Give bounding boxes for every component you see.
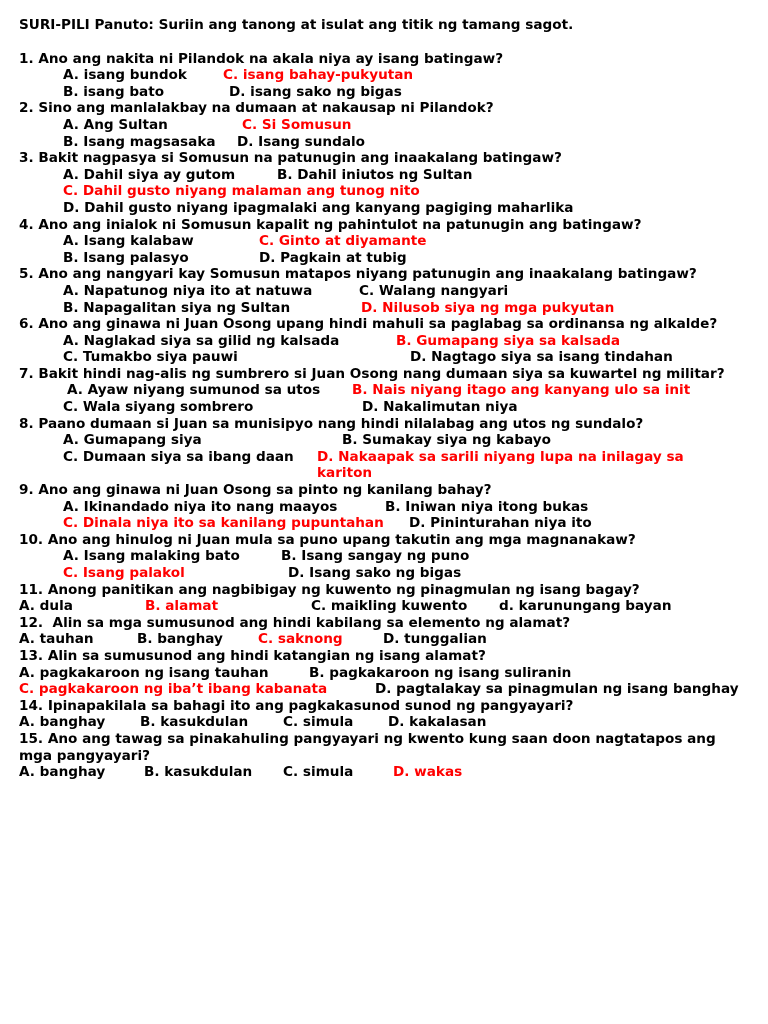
- q3-option-a: A. Dahil siya ay gutom: [63, 166, 236, 183]
- question-14: 14. Ipinapakilala sa bahagi ito ang pagkakasunod sunod ng pangyayari?: [19, 697, 574, 714]
- q6-option-b-answer: B. Gumapang siya sa kalsada: [396, 332, 621, 349]
- q1-option-d: D. isang sako ng bigas: [229, 83, 402, 100]
- q15-options-row: [19, 764, 768, 781]
- q3-options-row-1: [19, 167, 768, 184]
- q2-options-row-2: [19, 134, 768, 151]
- q1-option-a: A. isang bundok: [63, 67, 187, 84]
- q10-option-a: A. Isang malaking bato: [63, 548, 240, 565]
- q14-option-d: D. kakalasan: [388, 714, 487, 731]
- q1-option-b: B. isang bato: [63, 83, 165, 100]
- q1-option-c-answer: C. isang bahay-pukyutan: [223, 67, 414, 84]
- q5-option-d-answer: D. Nilusob siya ng mga pukyutan: [361, 299, 615, 316]
- q8-option-d-answer: D. Nakaapak sa sarili niyang lupa na inilagay sa kariton: [317, 448, 684, 482]
- q13-option-a: A. pagkakaroon ng isang tauhan: [19, 664, 269, 681]
- question-10: 10. Ano ang hinulog ni Juan mula sa puno upang takutin ang mga magnanakaw?: [19, 531, 636, 548]
- q9-option-a: A. Ikinandado niya ito nang maayos: [63, 498, 338, 515]
- q6-option-d: D. Nagtago siya sa isang tindahan: [410, 349, 673, 366]
- q4-option-a: A. Isang kalabaw: [63, 233, 194, 250]
- q14-option-b: B. kasukdulan: [140, 714, 249, 731]
- q4-options-row-2: [19, 250, 768, 267]
- q9-option-b: B. Iniwan niya itong bukas: [385, 498, 589, 515]
- question-15: 15. Ano ang tawag sa pinakahuling pangyayari ng kwento kung saan doon nagtatapos ang mga pangyayari?: [19, 730, 716, 764]
- q5-options-row-1: [19, 283, 768, 300]
- q11-option-d: d. karunungang bayan: [499, 598, 672, 615]
- q3-options-row-2: [19, 183, 768, 200]
- q10-option-c-answer: C. Isang palakol: [63, 565, 185, 581]
- q10-options-row-1: [19, 548, 768, 565]
- question-6: 6. Ano ang ginawa ni Juan Osong upang hindi mahuli sa paglabag sa ordinansa ng alkalde?: [19, 316, 718, 333]
- q4-options-row-1: [19, 233, 768, 250]
- q7-options-row-2: [19, 399, 768, 416]
- q13-option-d: D. pagtalakay sa pinagmulan ng isang banghay: [375, 681, 739, 698]
- q11-option-c: C. maikling kuwento: [311, 598, 468, 615]
- instructions-header: SURI-PILI Panuto: Suriin ang tanong at isulat ang titik ng tamang sagot.: [19, 17, 574, 33]
- question-5: 5. Ano ang nangyari kay Somusun matapos niyang patunugin ang inaakalang batingaw?: [19, 266, 697, 283]
- q11-option-b-answer: B. alamat: [145, 598, 219, 615]
- q7-option-a: A. Ayaw niyang sumunod sa utos: [67, 382, 321, 399]
- q15-option-b: B. kasukdulan: [144, 764, 253, 781]
- q6-options-row-1: [19, 333, 768, 350]
- q8-option-a: A. Gumapang siya: [63, 432, 202, 449]
- q2-option-d: D. Isang sundalo: [237, 133, 365, 150]
- q11-options-row: [19, 598, 768, 615]
- q3-option-c-answer: C. Dahil gusto niyang malaman ang tunog nito: [63, 183, 420, 200]
- q12-option-d: D. tunggalian: [383, 631, 487, 648]
- q8-option-c: C. Dumaan siya sa ibang daan: [63, 448, 294, 465]
- q15-option-a: A. banghay: [19, 764, 106, 781]
- q9-option-d: D. Pininturahan niya ito: [409, 515, 592, 532]
- q2-options-row-1: [19, 117, 768, 134]
- question-1: 1. Ano ang nakita ni Pilandok na akala niya ay isang batingaw?: [19, 50, 504, 67]
- question-7: 7. Bakit hindi nag-alis ng sumbrero si Juan Osong nang dumaan siya sa kuwartel ng militar?: [19, 365, 725, 382]
- q3-option-b: B. Dahil iniutos ng Sultan: [277, 166, 473, 183]
- q7-option-d: D. Nakalimutan niya: [362, 399, 518, 416]
- q2-option-a: A. Ang Sultan: [63, 116, 168, 133]
- q2-option-c-answer: C. Si Somusun: [242, 116, 352, 133]
- q11-option-a: A. dula: [19, 598, 73, 615]
- q1-options-row-1: [19, 67, 768, 84]
- question-3: 3. Bakit nagpasya si Somusun na patunugin ang inaakalang batingaw?: [19, 150, 562, 167]
- q13-options-row-2: [19, 681, 768, 698]
- q7-options-row-1: [19, 382, 768, 399]
- q10-option-b: B. Isang sangay ng puno: [281, 548, 470, 565]
- question-2: 2. Sino ang manlalakbay na dumaan at nakausap ni Pilandok?: [19, 100, 494, 117]
- q5-option-a: A. Napatunog niya ito at natuwa: [63, 282, 313, 299]
- q9-options-row-1: [19, 499, 768, 516]
- q7-option-c: C. Wala siyang sombrero: [63, 399, 254, 416]
- question-11: 11. Anong panitikan ang nagbibigay ng kuwento ng pinagmulan ng isang bagay?: [19, 581, 640, 598]
- q12-option-b: B. banghay: [137, 631, 223, 648]
- q6-option-c: C. Tumakbo siya pauwi: [63, 349, 238, 366]
- q2-option-b: B. Isang magsasaka: [63, 133, 216, 150]
- q8-options-row-2: [19, 449, 768, 482]
- q6-option-a: A. Naglakad siya sa gilid ng kalsada: [63, 332, 340, 349]
- q12-option-a: A. tauhan: [19, 631, 94, 648]
- question-13: 13. Alin sa sumusunod ang hindi katangian ng isang alamat?: [19, 647, 486, 664]
- q5-option-b: B. Napagalitan siya ng Sultan: [63, 299, 291, 316]
- q15-option-c: C. simula: [283, 764, 354, 781]
- q13-options-row-1: [19, 665, 768, 682]
- q12-option-c-answer: C. saknong: [258, 631, 343, 648]
- q14-option-c: C. simula: [283, 714, 354, 731]
- q9-option-c-answer: C. Dinala niya ito sa kanilang pupuntahan: [63, 515, 384, 532]
- q8-option-b: B. Sumakay siya ng kabayo: [342, 432, 552, 449]
- q13-option-b: B. pagkakaroon ng isang suliranin: [309, 664, 572, 681]
- q3-option-d: D. Dahil gusto niyang ipagmalaki ang kanyang pagiging maharlika: [63, 199, 574, 216]
- q5-options-row-2: [19, 300, 768, 317]
- q9-options-row-2: [19, 515, 768, 532]
- q6-options-row-2: [19, 349, 768, 366]
- q4-option-b: B. Isang palasyo: [63, 249, 189, 266]
- q4-option-c-answer: C. Ginto at diyamante: [259, 233, 427, 250]
- q7-option-b-answer: B. Nais niyang itago ang kanyang ulo sa init: [352, 382, 691, 399]
- question-9: 9. Ano ang ginawa ni Juan Osong sa pinto ng kanilang bahay?: [19, 482, 492, 499]
- q3-options-row-3: [19, 200, 768, 217]
- q13-option-c-answer: C. pagkakaroon ng iba’t ibang kabanata: [19, 681, 328, 698]
- q8-options-row-1: [19, 432, 768, 449]
- q10-option-d: D. Isang sako ng bigas: [288, 565, 462, 581]
- q12-options-row: [19, 631, 768, 648]
- q15-option-d-answer: D. wakas: [393, 764, 463, 781]
- question-4: 4. Ano ang inialok ni Somusun kapalit ng pahintulot na patunugin ang batingaw?: [19, 216, 642, 233]
- question-12: 12. Alin sa mga sumusunod ang hindi kabilang sa elemento ng alamat?: [19, 614, 571, 631]
- question-8: 8. Paano dumaan si Juan sa munisipyo nang hindi nilalabag ang utos ng sundalo?: [19, 415, 644, 432]
- q4-option-d: D. Pagkain at tubig: [259, 249, 407, 266]
- q14-options-row: [19, 714, 768, 731]
- q10-options-row-2: [19, 565, 768, 582]
- q5-option-c: C. Walang nangyari: [359, 282, 509, 299]
- q1-options-row-2: [19, 84, 768, 101]
- q14-option-a: A. banghay: [19, 714, 106, 731]
